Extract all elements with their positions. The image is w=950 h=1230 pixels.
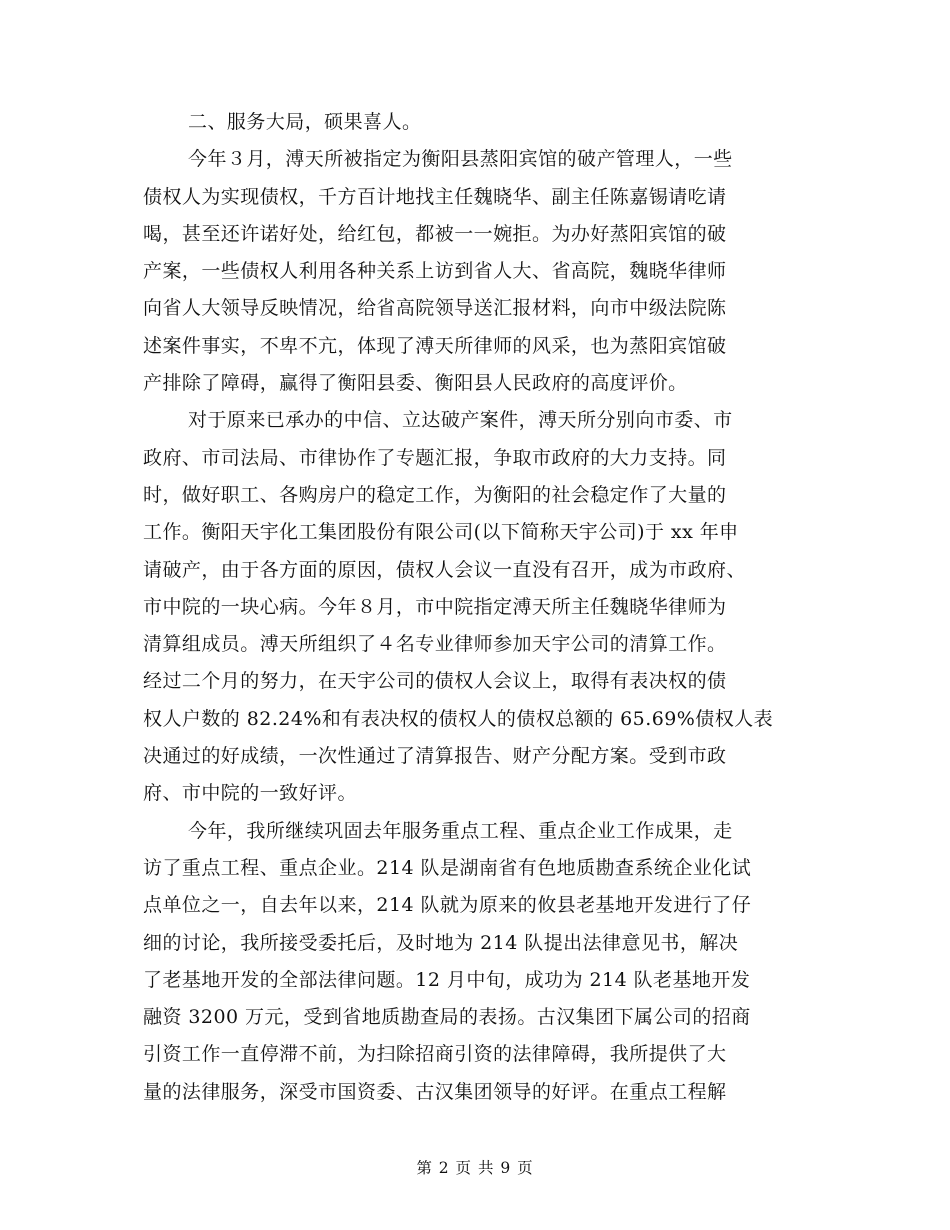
text-line: 了老基地开发的全部法律问题。12 月中旬，成功为 214 队老基地开发 bbox=[143, 968, 751, 991]
text-line: 融资 3200 万元，受到省地质勘查局的表扬。古汉集团下属公司的招商 bbox=[143, 1006, 751, 1029]
document-body bbox=[143, 104, 805, 1111]
text-line: 政府、市司法局、市律协作了专题汇报，争取市政府的大力支持。同 bbox=[143, 446, 727, 469]
text-line: 今年，我所继续巩固去年服务重点工程、重点企业工作成果，走 bbox=[188, 819, 733, 842]
text-line: 二、服务大局，硕果喜人。 bbox=[188, 111, 422, 133]
text-line: 向省人大领导反映情况，给省高院领导送汇报材料，向市中级法院陈 bbox=[143, 297, 727, 320]
text-line: 喝，甚至还许诺好处，给红包，都被一一婉拒。为办好蒸阳宾馆的破 bbox=[143, 222, 727, 245]
text-line: 决通过的好成绩，一次性通过了清算报告、财产分配方案。受到市政 bbox=[143, 745, 727, 768]
text-line: 权人户数的 82.24%和有表决权的债权人的债权总额的 65.69%债权人表 bbox=[143, 707, 774, 730]
text-line: 府、市中院的一致好评。 bbox=[143, 782, 357, 805]
text-line: 访了重点工程、重点企业。214 队是湖南省有色地质勘查系统企业化试 bbox=[143, 856, 752, 879]
page-number-footer: 第 2 页 共 9 页 bbox=[416, 1159, 534, 1177]
text-line: 请破产，由于各方面的原因，债权人会议一直没有召开，成为市政府、 bbox=[143, 558, 746, 581]
text-line: 量的法律服务，深受市国资委、古汉集团领导的好评。在重点工程解 bbox=[143, 1080, 727, 1103]
text-line: 点单位之一，自去年以来，214 队就为原来的攸县老基地开发进行了仔 bbox=[143, 894, 752, 917]
text-line: 清算组成员。溥天所组织了４名专业律师参加天宇公司的清算工作。 bbox=[143, 633, 727, 656]
text-line: 述案件事实，不卑不亢，体现了溥天所律师的风采，也为蒸阳宾馆破 bbox=[143, 334, 727, 357]
text-line: 细的讨论，我所接受委托后，及时地为 214 队提出法律意见书，解决 bbox=[143, 931, 739, 954]
text-line: 债权人为实现债权，千方百计地找主任魏晓华、副主任陈嘉锡请吃请 bbox=[143, 185, 727, 208]
text-line: 时，做好职工、各购房户的稳定工作，为衡阳的社会稳定作了大量的 bbox=[143, 483, 727, 506]
text-line: 工作。衡阳天宇化工集团股份有限公司(以下简称天宇公司)于 xx 年申 bbox=[143, 521, 739, 544]
text-line: 产案，一些债权人利用各种关系上访到省人大、省高院，魏晓华律师 bbox=[143, 260, 727, 283]
text-line: 产排除了障碍，赢得了衡阳县委、衡阳县人民政府的高度评价。 bbox=[143, 372, 688, 395]
text-line: 今年３月，溥天所被指定为衡阳县蒸阳宾馆的破产管理人，一些 bbox=[188, 148, 733, 171]
text-line: 引资工作一直停滞不前，为扫除招商引资的法律障碍，我所提供了大 bbox=[143, 1043, 727, 1066]
text-line: 对于原来已承办的中信、立达破产案件，溥天所分别向市委、市 bbox=[188, 409, 733, 432]
text-line: 市中院的一块心病。今年８月，市中院指定溥天所主任魏晓华律师为 bbox=[143, 595, 727, 618]
text-line: 经过二个月的努力，在天宇公司的债权人会议上，取得有表决权的债 bbox=[143, 670, 727, 693]
